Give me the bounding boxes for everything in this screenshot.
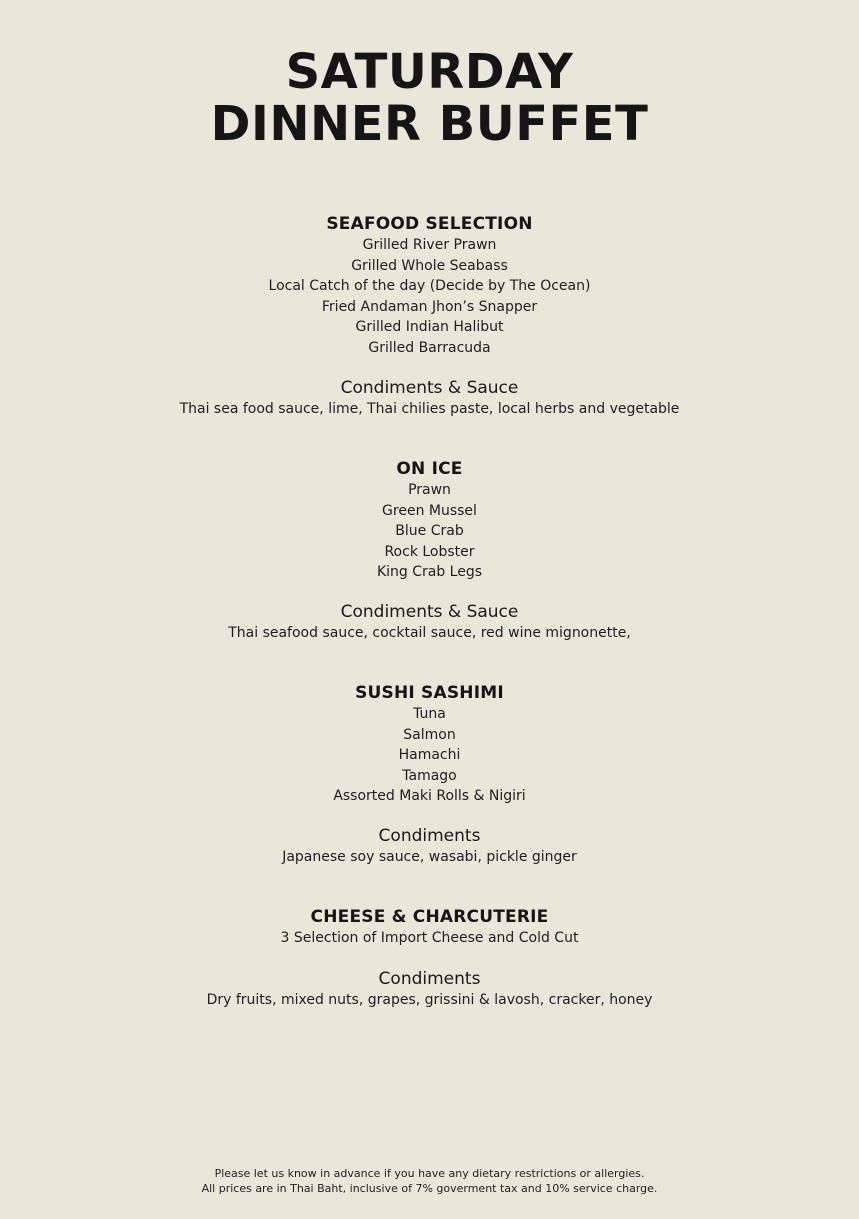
section-cheese-charcuterie [0,906,859,949]
menu-item: King Crab Legs [376,564,483,580]
menu-item: Green Mussel [382,502,477,519]
condiments-text: Japanese soy sauce, wasabi, pickle ginger [282,849,577,865]
section-sushi-sashimi [0,682,859,807]
menu-item-list [0,928,859,949]
condiments-text: Thai seafood sauce, cocktail sauce, red wine mignonette, [228,625,631,641]
menu-item: Local Catch of the day (Decide by The Ocean) [268,278,591,294]
menu-item: Hamachi [398,747,461,763]
menu-title-line-1: SATURDAY [285,44,574,100]
section-heading: SEAFOOD SELECTION [326,214,533,234]
condiments-heading: Condiments & Sauce [340,602,519,622]
condiments-heading: Condiments & Sauce [340,378,519,398]
section-on-ice [0,458,859,583]
menu-item-list [0,480,859,583]
condiments-text: Dry fruits, mixed nuts, grapes, grissini & lavosh, cracker, honey [206,992,653,1008]
menu-item: Prawn [408,482,451,498]
menu-item: Rock Lobster [384,543,475,560]
condiments-on-ice [0,601,859,643]
section-heading: SUSHI SASHIMI [355,683,504,703]
menu-item: Blue Crab [395,523,464,539]
menu-item: 3 Selection of Import Cheese and Cold Cut [280,930,579,946]
menu-item: Tuna [413,706,446,722]
condiments-heading: Condiments [378,969,481,989]
menu-item: Grilled Whole Seabass [351,257,508,274]
menu-title [0,46,859,150]
menu-item: Grilled Indian Halibut [355,319,504,335]
footer-notice [0,1166,859,1196]
menu-item: Salmon [403,726,456,743]
condiments-seafood-selection [0,377,859,419]
menu-item: Fried Andaman Jhon’s Snapper [321,298,538,315]
footer-dietary-note: Please let us know in advance if you have any dietary restrictions or allergies. [214,1167,645,1180]
section-heading: CHEESE & CHARCUTERIE [310,907,549,927]
menu-item: Grilled Barracuda [368,339,491,356]
condiments-sushi-sashimi [0,825,859,867]
menu-item: Tamago [402,767,457,784]
menu-title-line-2: DINNER BUFFET [210,96,649,152]
section-heading: ON ICE [396,459,463,479]
condiments-heading: Condiments [378,826,481,846]
section-seafood-selection [0,213,859,358]
condiments-text: Thai sea food sauce, lime, Thai chilies paste, local herbs and vegetable [179,401,680,417]
footer-price-note: All prices are in Thai Baht, inclusive of 7% goverment tax and 10% service charge. [201,1182,658,1195]
condiments-cheese-charcuterie [0,968,859,1010]
menu-item-list [0,235,859,358]
menu-item: Assorted Maki Rolls & Nigiri [333,788,526,804]
menu-item: Grilled River Prawn [362,237,497,253]
menu-item-list [0,704,859,807]
